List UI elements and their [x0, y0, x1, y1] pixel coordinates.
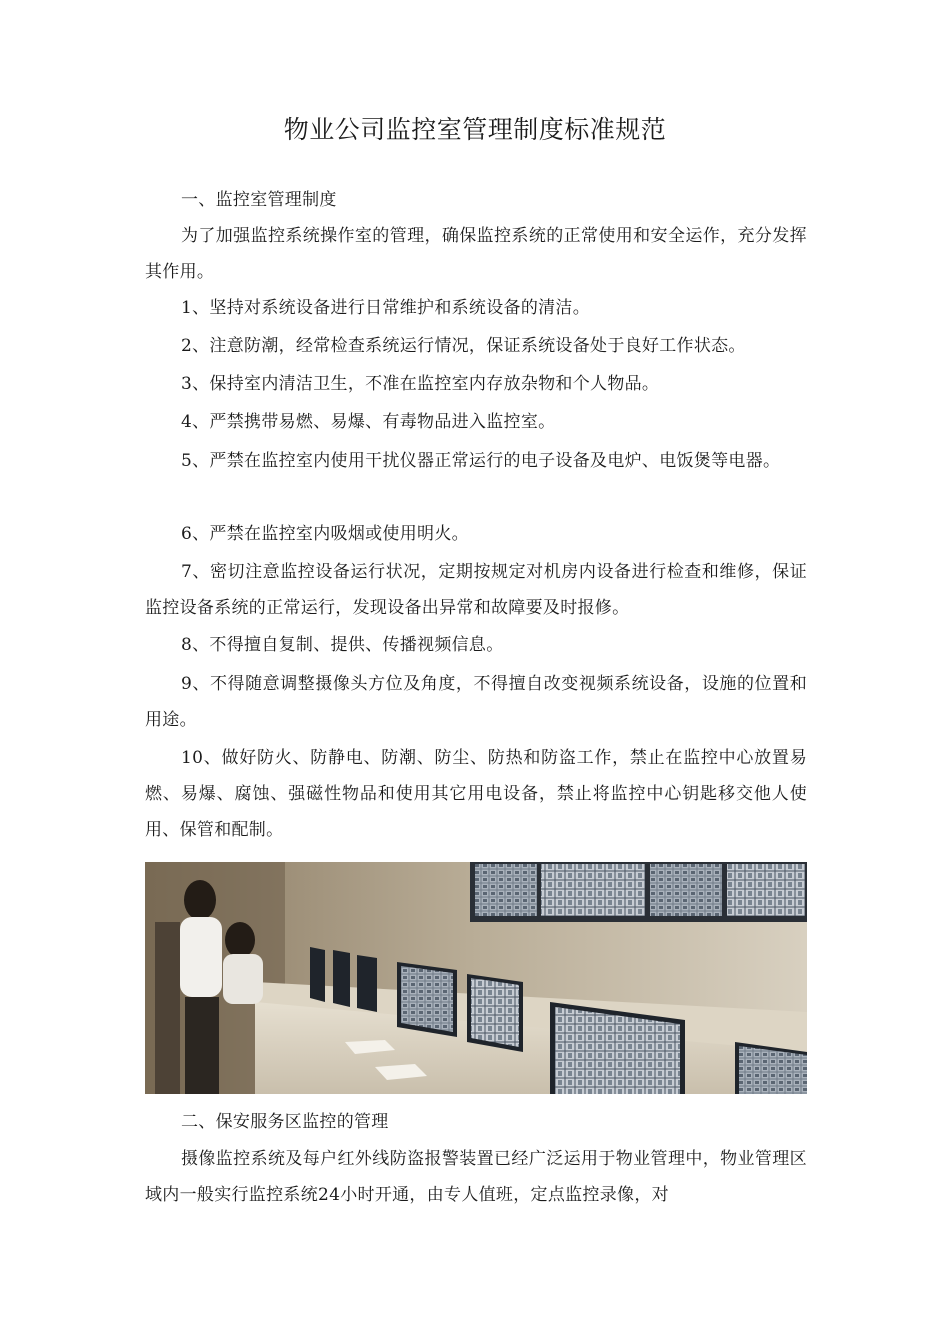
rule-item-10: 10、做好防火、防静电、防潮、防尘、防热和防盗工作，禁止在监控中心放置易燃、易爆、腐蚀、强磁性物品和使用其它用电设备，禁止将监控中心钥匙移交他人使用、保管和配制。	[145, 748, 807, 840]
rule-item-2: 2、注意防潮，经常检查系统运行情况，保证系统设备处于良好工作状态。	[181, 336, 746, 356]
rule-item-4: 4、严禁携带易燃、易爆、有毒物品进入监控室。	[181, 412, 556, 432]
rule-item-5: 5、严禁在监控室内使用干扰仪器正常运行的电子设备及电炉、电饭煲等电器。	[181, 451, 781, 471]
rule-item-6: 6、严禁在监控室内吸烟或使用明火。	[181, 524, 469, 544]
section-heading-1: 一、监控室管理制度	[181, 190, 337, 210]
monitoring-room-photo	[145, 862, 807, 1094]
section-intro-1: 为了加强监控系统操作室的管理，确保监控系统的正常使用和安全运作，充分发挥其作用。	[145, 226, 807, 282]
section-intro-2: 摄像监控系统及每户红外线防盗报警装置已经广泛运用于物业管理中，物业管理区域内一般实行监控系统24小时开通，由专人值班，定点监控录像，对	[145, 1149, 807, 1205]
rule-item-3: 3、保持室内清洁卫生，不准在监控室内存放杂物和个人物品。	[181, 374, 660, 394]
rule-item-9: 9、不得随意调整摄像头方位及角度，不得擅自改变视频系统设备，设施的位置和用途。	[145, 674, 807, 730]
section-heading-2: 二、保安服务区监控的管理	[181, 1112, 389, 1132]
rule-item-1: 1、坚持对系统设备进行日常维护和系统设备的清洁。	[181, 298, 591, 318]
rule-item-8: 8、不得擅自复制、提供、传播视频信息。	[181, 635, 504, 655]
document-title: 物业公司监控室管理制度标准规范	[283, 115, 667, 144]
rule-item-7: 7、密切注意监控设备运行状况，定期按规定对机房内设备进行检查和维修，保证监控设备系统的正常运行，发现设备出异常和故障要及时报修。	[145, 562, 807, 618]
